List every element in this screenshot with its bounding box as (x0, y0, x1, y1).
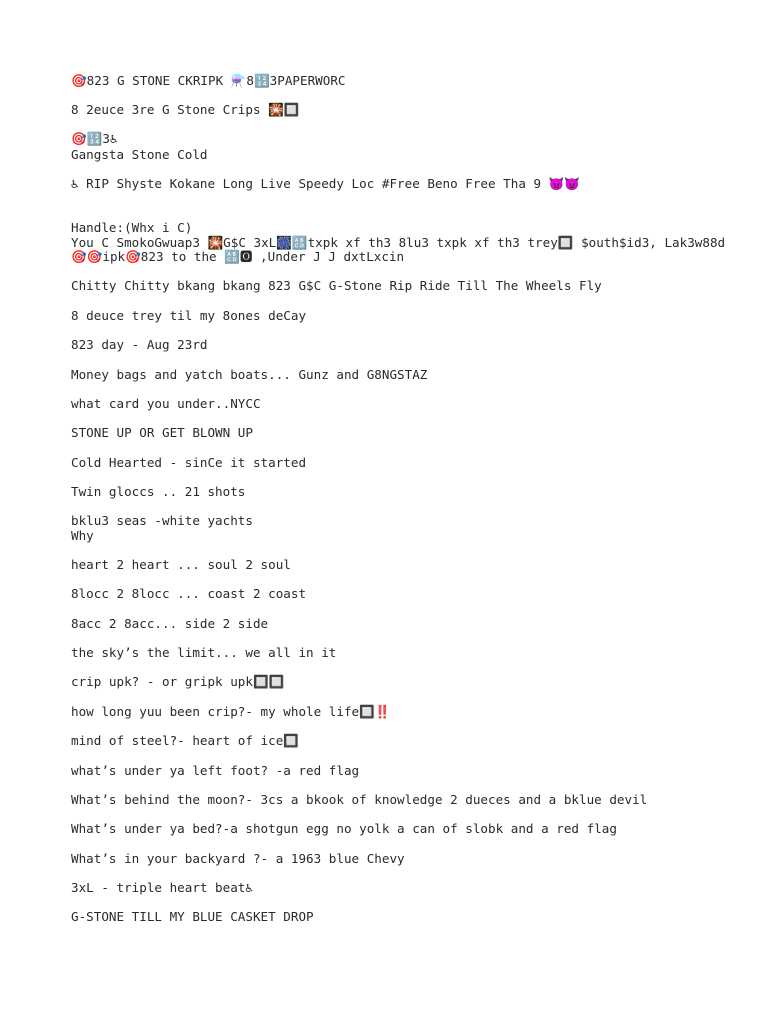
document-line: Gangsta Stone Cold (71, 147, 208, 162)
document-line: What’s behind the moon?- 3cs a bkook of knowledge 2 dueces and a bklue devil (71, 792, 648, 807)
document-line: heart 2 heart ... soul 2 soul (71, 557, 291, 572)
document-line: 8 2euce 3re G Stone Crips 🎇🔲 (71, 102, 300, 117)
document-line: 🎯823 G STONE CKRIPK ⚗️8🔢3PAPERWORC (71, 73, 346, 88)
document-line: 8acc 2 8acc... side 2 side (71, 616, 269, 631)
document-line: Why (71, 528, 94, 543)
document-line: what card you under..NYCC (71, 396, 261, 411)
document-line: Money bags and yatch boats... Gunz and G8NGSTAZ (71, 367, 428, 382)
document-line: ♿ RIP Shyste Kokane Long Live Speedy Loc #Free Beno Free Tha 9 😈😈 (71, 176, 581, 191)
document-line: 8locc 2 8locc ... coast 2 coast (71, 586, 307, 601)
document-line: Handle:(Whx i C) (71, 220, 193, 235)
document-line: 🎯🎯ipk🎯823 to the 🔠🅾 ,Under J J dxtLxcin (71, 249, 405, 264)
document-line: the sky’s the limit... we all in it (71, 645, 337, 660)
document-line: Chitty Chitty bkang bkang 823 G$C G-Stone Rip Ride Till The Wheels Fly (71, 278, 602, 293)
document-line: You C SmokoGwuap3 🎇G$C 3xL🎆🔠txpk xf th3 8lu3 txpk xf th3 trey🔲 $outh$id3, Lak3w88d (71, 235, 726, 250)
document-line: Twin gloccs .. 21 shots (71, 484, 246, 499)
document-line: mind of steel?- heart of ice🔲 (71, 733, 299, 748)
document-line: What’s in your backyard ?- a 1963 blue Chevy (71, 851, 405, 866)
document-line: G-STONE TILL MY BLUE CASKET DROP (71, 909, 314, 924)
document-line: STONE UP OR GET BLOWN UP (71, 425, 253, 440)
document-line: 8 deuce trey til my 8ones deCay (71, 308, 307, 323)
document-line: 3xL - triple heart beat♿ (71, 880, 253, 895)
document-line: bklu3 seas -white yachts (71, 513, 253, 528)
document-line: What’s under ya bed?-a shotgun egg no yolk a can of slobk and a red flag (71, 821, 617, 836)
document-line: Cold Hearted - sinCe it started (71, 455, 307, 470)
document-line: 823 day - Aug 23rd (71, 337, 208, 352)
document-line: what’s under ya left foot? -a red flag (71, 763, 360, 778)
document-line: crip upk? - or gripk upk🔲🔲 (71, 674, 285, 689)
document-line: 🎯🔢3♿ (71, 131, 118, 146)
document-line: how long yuu been crip?- my whole life🔲‼️ (71, 704, 391, 719)
